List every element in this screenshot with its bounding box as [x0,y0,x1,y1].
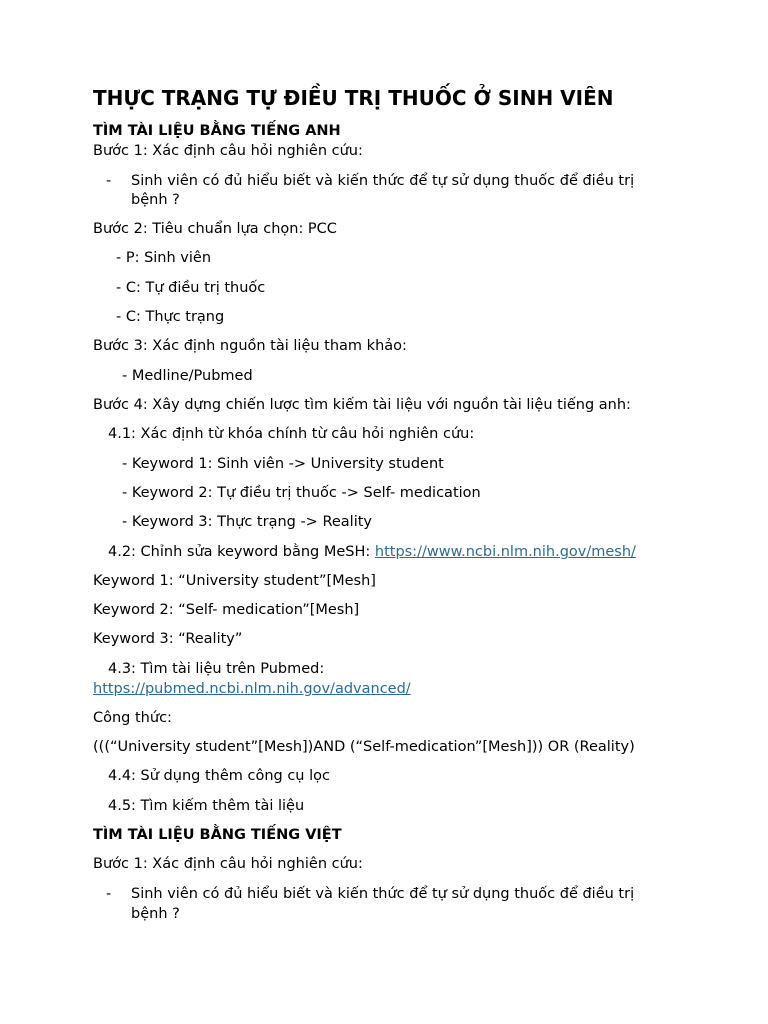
section-heading-vietnamese: TÌM TÀI LIỆU BẰNG TIẾNG VIỆT [93,827,342,843]
pcc-p-item: - P: Sinh viên [116,250,212,266]
substep-4-2 [108,542,636,562]
substep-4-3: 4.3: Tìm tài liệu trên Pubmed: [108,661,325,677]
mesh-keyword-1: Keyword 1: “University student”[Mesh] [93,573,376,589]
pcc-c2-item: - C: Thực trạng [116,309,225,325]
mesh-keyword-3: Keyword 3: “Reality” [93,631,243,647]
step2-text: Bước 2: Tiêu chuẩn lựa chọn: PCC [93,221,337,237]
mesh-keyword-2: Keyword 2: “Self- medication”[Mesh] [93,602,360,618]
bullet-text-line1: Sinh viên có đủ hiểu biết và kiến thức để tự sử dụng thuốc để điều trị [131,173,635,189]
keyword-1-item: - Keyword 1: Sinh viên -> University student [122,456,444,472]
keyword-2-item: - Keyword 2: Tự điều trị thuốc -> Self- medication [122,485,481,501]
keyword-3-item: - Keyword 3: Thực trạng -> Reality [122,514,372,530]
pcc-c1-item: - C: Tự điều trị thuốc [116,280,266,296]
bullet-text-line2: bệnh ? [131,192,180,208]
substep-4-2-text: 4.2: Chỉnh sửa keyword bằng MeSH: [108,544,375,560]
substep-4-1: 4.1: Xác định từ khóa chính từ câu hỏi nghiên cứu: [108,426,475,442]
substep-4-5: 4.5: Tìm kiếm thêm tài liệu [108,798,305,814]
source-item: - Medline/Pubmed [122,368,253,384]
bullet-dash: - [106,886,112,902]
step4-text: Bước 4: Xây dựng chiến lược tìm kiếm tài liệu với nguồn tài liệu tiếng anh: [93,397,631,413]
bullet-text-line1: Sinh viên có đủ hiểu biết và kiến thức để tự sử dụng thuốc để điều trị [131,886,635,902]
bullet-dash: - [106,173,112,189]
mesh-link[interactable]: https://www.ncbi.nlm.nih.gov/mesh/ [374,544,636,560]
section-heading-english: TÌM TÀI LIỆU BẰNG TIẾNG ANH [93,123,341,139]
substep-4-4: 4.4: Sử dụng thêm công cụ lọc [108,768,330,784]
formula-label: Công thức: [93,710,172,726]
step1-text: Bước 1: Xác định câu hỏi nghiên cứu: [93,143,363,159]
page-title: THỰC TRẠNG TỰ ĐIỀU TRỊ THUỐC Ở SINH VIÊN [93,86,614,110]
vi-step1-text: Bước 1: Xác định câu hỏi nghiên cứu: [93,856,363,872]
pubmed-link[interactable]: https://pubmed.ncbi.nlm.nih.gov/advanced/ [93,681,411,697]
step3-text: Bước 3: Xác định nguồn tài liệu tham khảo: [93,338,407,354]
search-formula: (((“University student”[Mesh])AND (“Self-medication”[Mesh])) OR (Reality) [93,739,635,755]
bullet-text-line2: bệnh ? [131,906,180,922]
